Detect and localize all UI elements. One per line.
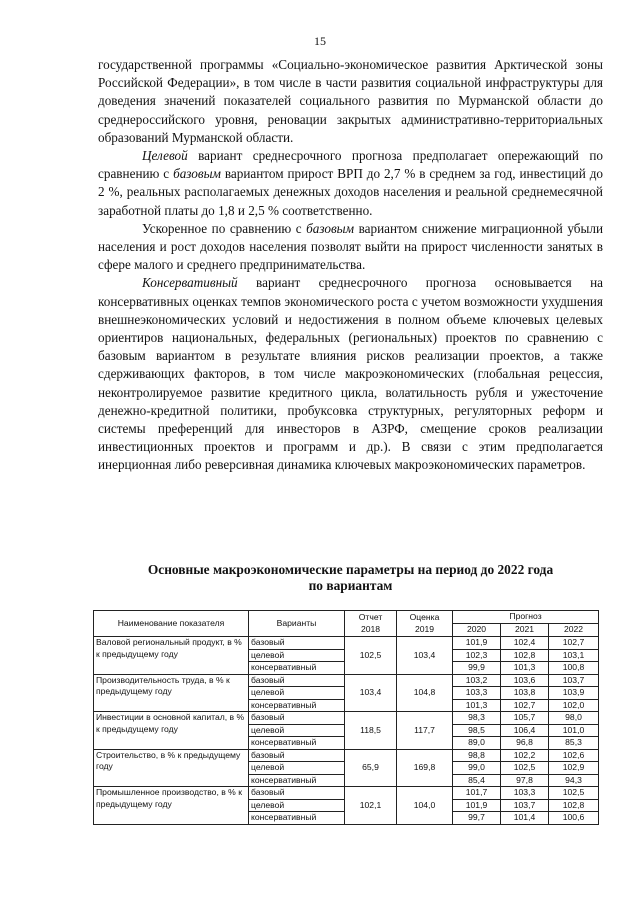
variant-cell: консервативный bbox=[249, 774, 345, 787]
forecast-value-cell: 85,3 bbox=[549, 737, 599, 750]
emphasis-text: базовым bbox=[173, 166, 221, 182]
forecast-value-cell: 102,8 bbox=[501, 649, 549, 662]
header-year-2021: 2021 bbox=[501, 624, 549, 637]
table-header bbox=[94, 611, 599, 637]
paragraph bbox=[98, 220, 603, 275]
estimate-2019-cell: 103,4 bbox=[397, 637, 453, 675]
report-2018-cell: 65,9 bbox=[345, 749, 397, 787]
macro-parameters-table bbox=[93, 610, 599, 825]
forecast-value-cell: 106,4 bbox=[501, 724, 549, 737]
forecast-value-cell: 98,5 bbox=[453, 724, 501, 737]
variant-cell: консервативный bbox=[249, 812, 345, 825]
table-title-line1: Основные макроэкономические параметры на период до 2022 года bbox=[147, 562, 554, 577]
estimate-2019-cell: 117,7 bbox=[397, 712, 453, 750]
forecast-value-cell: 99,9 bbox=[453, 662, 501, 675]
forecast-value-cell: 101,0 bbox=[549, 724, 599, 737]
forecast-value-cell: 102,6 bbox=[549, 749, 599, 762]
variant-cell: целевой bbox=[249, 687, 345, 700]
document-body bbox=[98, 56, 603, 475]
indicator-name: Валовой региональный продукт, в % к предыдущему году bbox=[94, 637, 249, 675]
header-estimate-year: 2019 bbox=[414, 623, 435, 634]
variant-cell: консервативный bbox=[249, 737, 345, 750]
forecast-value-cell: 103,6 bbox=[501, 674, 549, 687]
page-number: 15 bbox=[314, 34, 326, 48]
paragraph-text: государственной программы «Социально-экономическое развития Арктической зоны Российской Федерации», в том числе в части развития социальной инфраструктуры для доведения значений показателей социального развития по Мурманской области до среднероссийского уровня, реновации закрытых административно-территориальных образований Мурманской области. bbox=[98, 57, 603, 145]
forecast-value-cell: 101,3 bbox=[501, 662, 549, 675]
forecast-value-cell: 103,3 bbox=[453, 687, 501, 700]
variant-cell: целевой bbox=[249, 649, 345, 662]
forecast-value-cell: 102,5 bbox=[549, 787, 599, 800]
forecast-value-cell: 100,6 bbox=[549, 812, 599, 825]
forecast-value-cell: 101,9 bbox=[453, 799, 501, 812]
report-2018-cell: 118,5 bbox=[345, 712, 397, 750]
forecast-value-cell: 102,3 bbox=[453, 649, 501, 662]
table-body bbox=[94, 637, 599, 825]
paragraph bbox=[98, 147, 603, 220]
indicator-name: Инвестиции в основной капитал, в % к предыдущему году bbox=[94, 712, 249, 750]
forecast-value-cell: 102,0 bbox=[549, 699, 599, 712]
variant-cell: консервативный bbox=[249, 699, 345, 712]
table-row bbox=[94, 637, 599, 650]
table-title-line2: по вариантам bbox=[308, 578, 393, 593]
header-year-2020: 2020 bbox=[453, 624, 501, 637]
variant-cell: базовый bbox=[249, 674, 345, 687]
variant-cell: базовый bbox=[249, 637, 345, 650]
forecast-value-cell: 101,3 bbox=[453, 699, 501, 712]
estimate-2019-cell: 104,0 bbox=[397, 787, 453, 825]
emphasis-text: Консервативный bbox=[142, 275, 238, 291]
forecast-value-cell: 103,9 bbox=[549, 687, 599, 700]
header-report-2018 bbox=[345, 611, 397, 637]
estimate-2019-cell: 169,8 bbox=[397, 749, 453, 787]
forecast-value-cell: 101,9 bbox=[453, 637, 501, 650]
paragraph bbox=[98, 274, 603, 474]
variant-cell: базовый bbox=[249, 787, 345, 800]
variant-cell: базовый bbox=[249, 712, 345, 725]
paragraph-text: Ускоренное по сравнению с bbox=[142, 220, 307, 236]
forecast-value-cell: 85,4 bbox=[453, 774, 501, 787]
forecast-value-cell: 97,8 bbox=[501, 774, 549, 787]
forecast-value-cell: 98,8 bbox=[453, 749, 501, 762]
forecast-value-cell: 103,7 bbox=[501, 799, 549, 812]
header-indicator-name: Наименование показателя bbox=[94, 611, 249, 637]
variant-cell: консервативный bbox=[249, 662, 345, 675]
table-row bbox=[94, 712, 599, 725]
paragraph-text: вариант среднесрочного прогноза предполагает опережающий по сравнению с bbox=[98, 148, 603, 182]
forecast-value-cell: 98,3 bbox=[453, 712, 501, 725]
report-2018-cell: 103,4 bbox=[345, 674, 397, 712]
header-variants: Варианты bbox=[249, 611, 345, 637]
header-report-label: Отчет bbox=[358, 612, 383, 622]
forecast-value-cell: 101,7 bbox=[453, 787, 501, 800]
forecast-value-cell: 103,1 bbox=[549, 649, 599, 662]
variant-cell: целевой bbox=[249, 762, 345, 775]
indicator-name: Производительность труда, в % к предыдущему году bbox=[94, 674, 249, 712]
forecast-value-cell: 102,4 bbox=[501, 637, 549, 650]
forecast-value-cell: 102,7 bbox=[549, 637, 599, 650]
header-report-year: 2018 bbox=[360, 623, 381, 634]
header-estimate-2019 bbox=[397, 611, 453, 637]
header-forecast: Прогноз bbox=[453, 611, 599, 624]
variant-cell: целевой bbox=[249, 724, 345, 737]
forecast-value-cell: 103,2 bbox=[453, 674, 501, 687]
table-row bbox=[94, 674, 599, 687]
variant-cell: базовый bbox=[249, 749, 345, 762]
forecast-value-cell: 102,2 bbox=[501, 749, 549, 762]
forecast-value-cell: 103,3 bbox=[501, 787, 549, 800]
forecast-value-cell: 102,9 bbox=[549, 762, 599, 775]
header-year-2022: 2022 bbox=[549, 624, 599, 637]
indicator-name: Промышленное производство, в % к предыдущему году bbox=[94, 787, 249, 825]
forecast-value-cell: 96,8 bbox=[501, 737, 549, 750]
table-row bbox=[94, 787, 599, 800]
forecast-value-cell: 101,4 bbox=[501, 812, 549, 825]
forecast-value-cell: 102,7 bbox=[501, 699, 549, 712]
paragraph-text: вариант среднесрочного прогноза основывается на консервативных оценках темпов экономического роста с учетом возможности ухудшения внешнеэкономических условий и недостижения в полном объеме ключевых целевых ориентиров национальных, федеральных (региональных) проектов по сравнению с базовым вариантом в результате влияния рисков реализации проектов, а также сдерживающих факторов, в том числе макроэкономических (глобальная рецессия, неконтролируемое развитие кредитного цикла, волатильность рубля и ужесточение денежно-кредитной политики, пробуксовка структурных, регуляторных реформ и системы преференций для инвесторов в АЗРФ, смещение сроков реализации инвестиционных проектов и программ и др.). В связи с этим предполагается инерционная либо реверсивная динамика ключевых макроэкономических параметров. bbox=[98, 275, 603, 473]
forecast-value-cell: 100,8 bbox=[549, 662, 599, 675]
emphasis-text: базовым bbox=[306, 220, 355, 236]
report-2018-cell: 102,5 bbox=[345, 637, 397, 675]
forecast-value-cell: 99,0 bbox=[453, 762, 501, 775]
forecast-value-cell: 103,8 bbox=[501, 687, 549, 700]
forecast-value-cell: 102,8 bbox=[549, 799, 599, 812]
forecast-value-cell: 89,0 bbox=[453, 737, 501, 750]
paragraph bbox=[98, 56, 603, 147]
header-estimate-label: Оценка bbox=[409, 612, 440, 622]
table-row bbox=[94, 749, 599, 762]
paragraph-text: вариантом прирост ВРП до 2,7 % в среднем за год, инвестиций до 2 %, реальных располагаемых денежных доходов населения и реальной среднемесячной заработной платы до 1,8 и 2,5 % соответственно. bbox=[98, 166, 603, 218]
table-title bbox=[98, 562, 603, 594]
report-2018-cell: 102,1 bbox=[345, 787, 397, 825]
emphasis-text: Целевой bbox=[142, 148, 188, 164]
forecast-value-cell: 105,7 bbox=[501, 712, 549, 725]
forecast-value-cell: 102,5 bbox=[501, 762, 549, 775]
indicator-name: Строительство, в % к предыдущему году bbox=[94, 749, 249, 787]
forecast-value-cell: 99,7 bbox=[453, 812, 501, 825]
estimate-2019-cell: 104,8 bbox=[397, 674, 453, 712]
forecast-value-cell: 94,3 bbox=[549, 774, 599, 787]
variant-cell: целевой bbox=[249, 799, 345, 812]
forecast-value-cell: 98,0 bbox=[549, 712, 599, 725]
paragraph-text: вариантом снижение миграционной убыли населения и рост доходов населения позволят выйти на прирост численности занятых в сфере малого и среднего предпринимательства. bbox=[98, 220, 603, 273]
forecast-value-cell: 103,7 bbox=[549, 674, 599, 687]
